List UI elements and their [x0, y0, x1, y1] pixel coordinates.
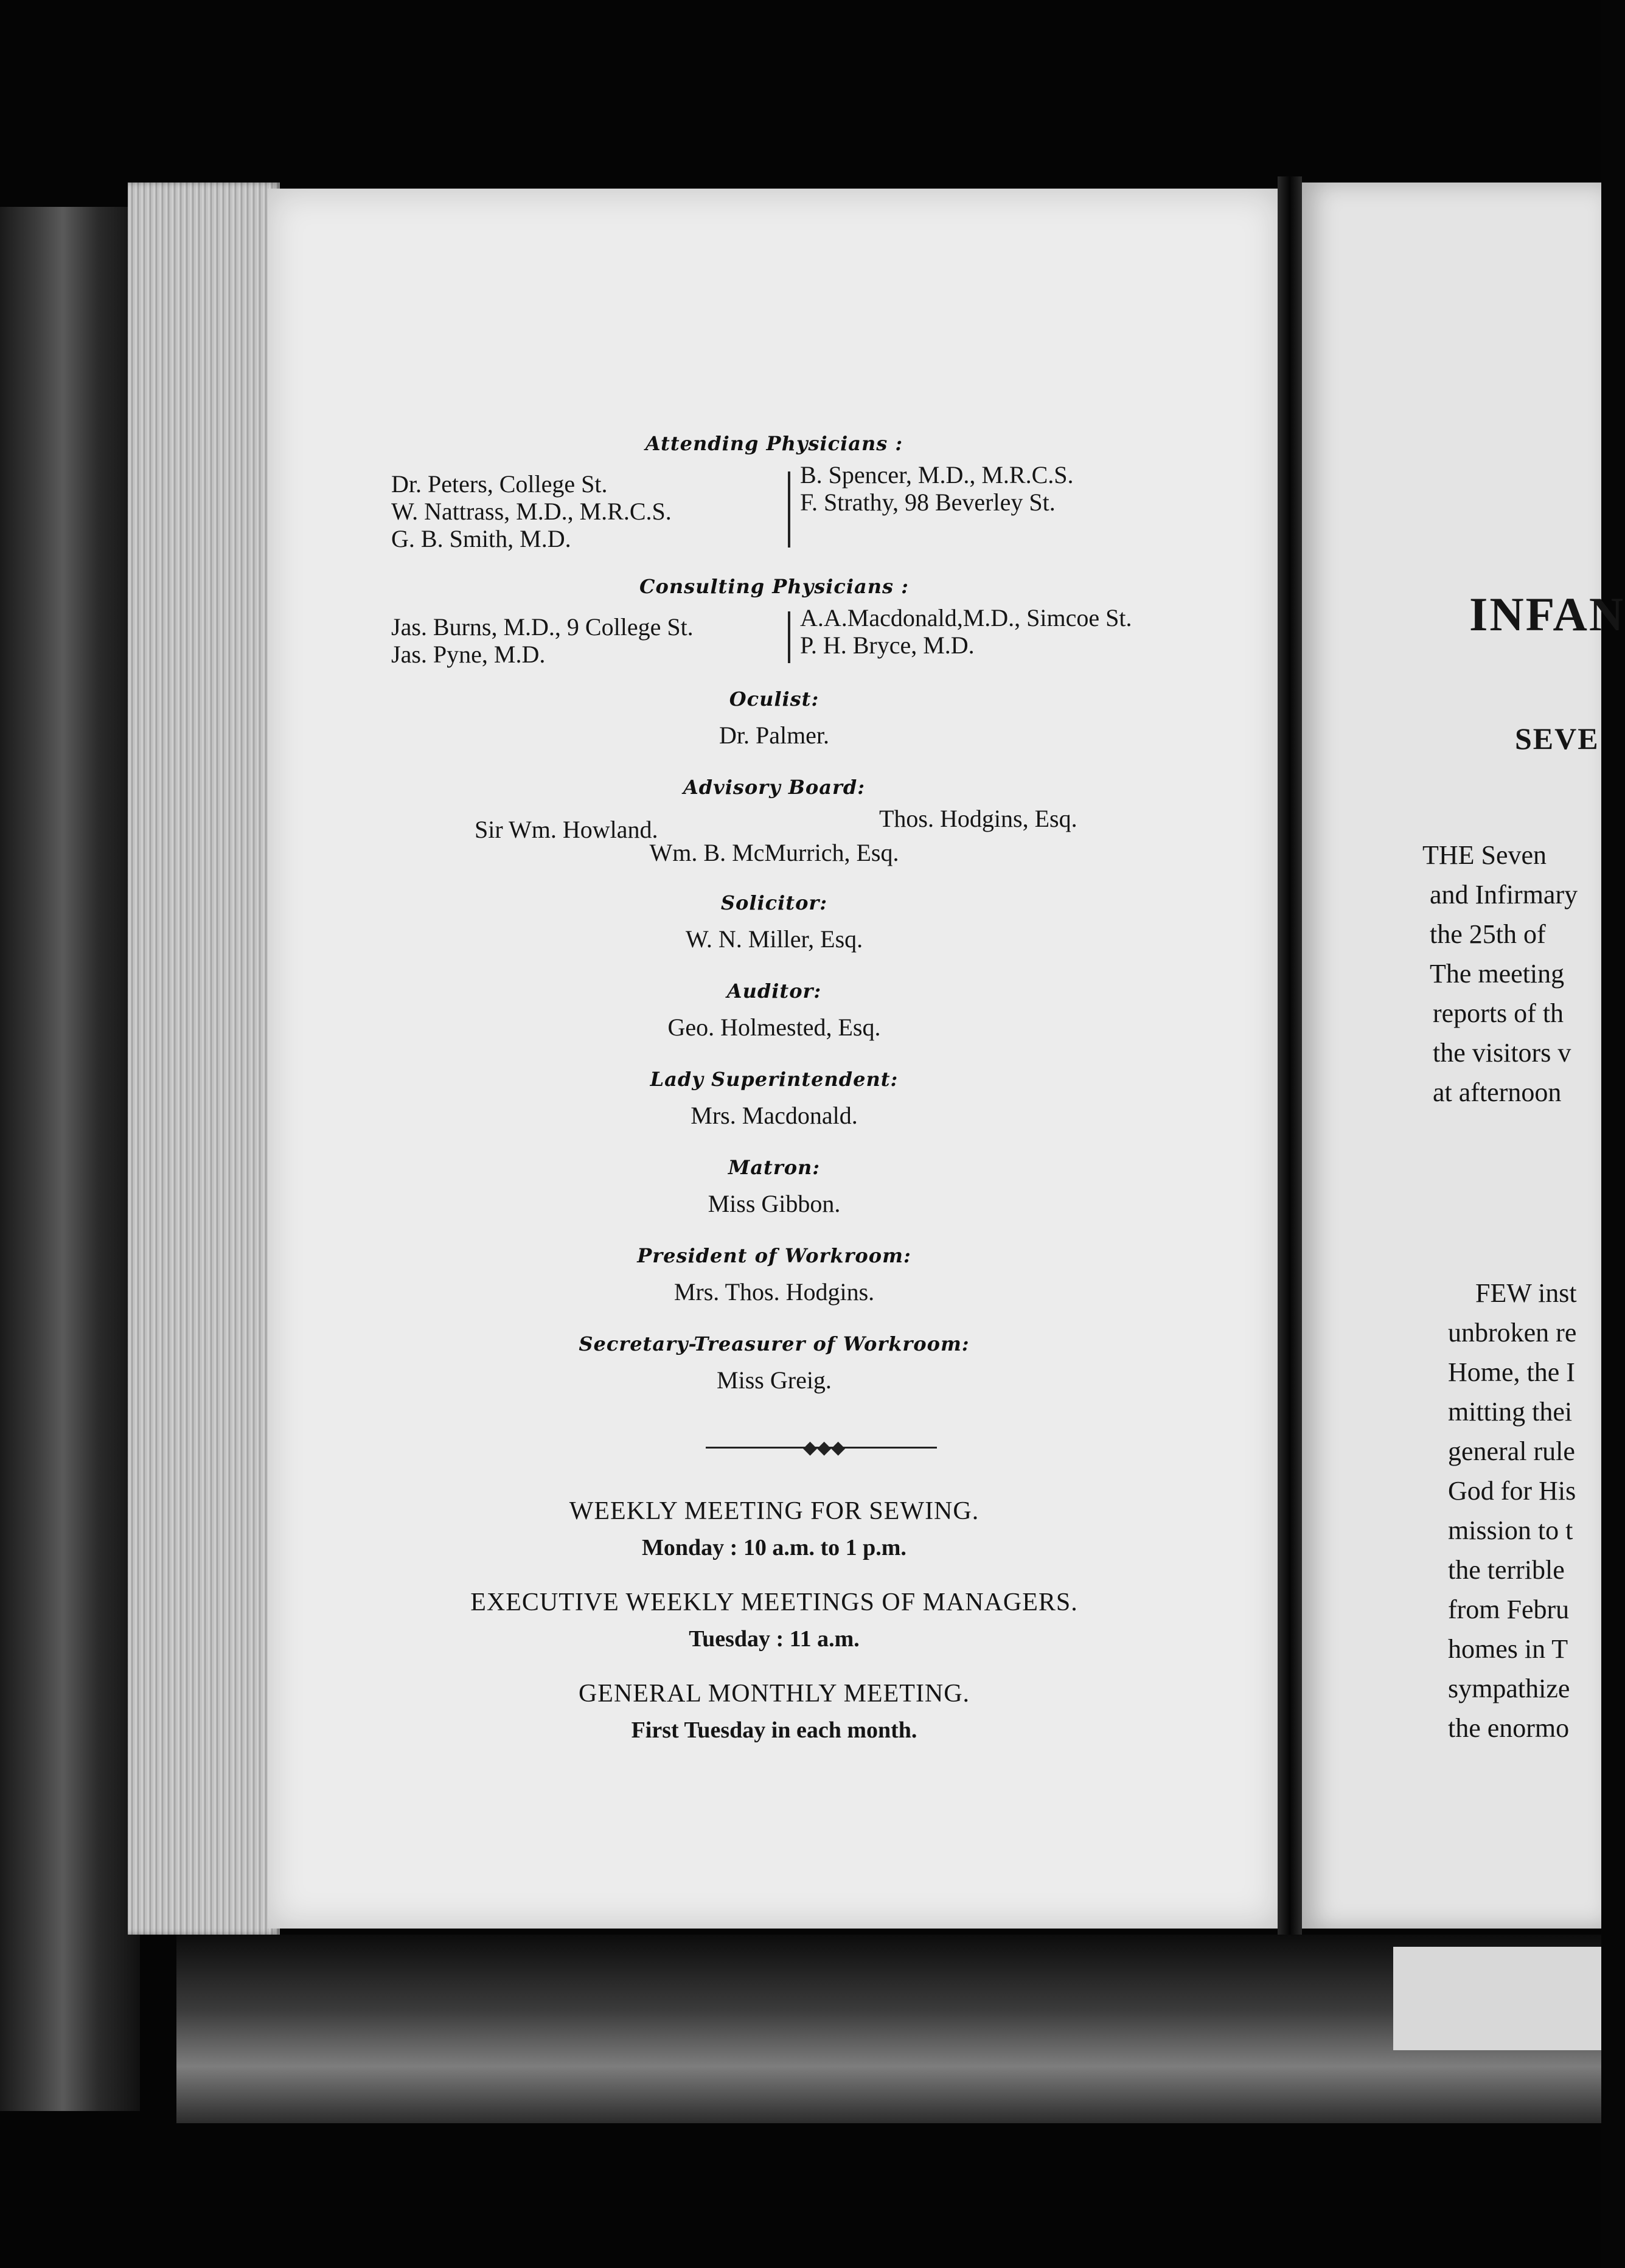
right-page: [1302, 183, 1625, 1929]
weekly-meeting-title: WEEKLY MEETING FOR SEWING.: [569, 1497, 980, 1525]
advisory-board-heading: Advisory Board:: [683, 776, 866, 799]
lady-superintendent-name: Mrs. Macdonald.: [691, 1102, 858, 1129]
left-page-content: [268, 189, 1281, 1929]
right-para2-line: general rule: [1448, 1436, 1575, 1466]
right-para2-line: sympathize: [1448, 1674, 1570, 1703]
page-stack-edges: [128, 183, 280, 1935]
oculist-heading: Oculist:: [729, 687, 819, 711]
right-para2-line: from Febru: [1448, 1595, 1570, 1624]
secretary-treasurer-heading: Secretary-Treasurer of Workroom:: [579, 1332, 970, 1355]
right-para1-line: the 25th of: [1430, 919, 1546, 949]
consulting-right-name: P. H. Bryce, M.D.: [800, 631, 975, 659]
right-para1-line: reports of th: [1433, 998, 1564, 1028]
executive-meeting-title: EXECUTIVE WEEKLY MEETINGS OF MANAGERS.: [470, 1588, 1078, 1616]
right-page-subtitle: SEVE: [1515, 722, 1599, 756]
president-workroom-name: Mrs. Thos. Hodgins.: [673, 1278, 875, 1306]
book-cover-edge: [0, 207, 140, 2111]
right-para1-line: at afternoon: [1433, 1077, 1562, 1107]
right-para2-line: Home, the I: [1448, 1357, 1575, 1387]
monthly-meeting-title: GENERAL MONTHLY MEETING.: [578, 1680, 970, 1708]
consulting-right-name: A.A.Macdonald,M.D., Simcoe St.: [800, 604, 1132, 631]
lady-superintendent-heading: Lady Superintendent:: [650, 1068, 899, 1091]
right-para2-line: homes in T: [1448, 1634, 1568, 1664]
president-workroom-heading: President of Workroom:: [637, 1244, 911, 1267]
right-para2-line: the terrible: [1448, 1555, 1565, 1585]
right-para1-line: the visitors v: [1433, 1038, 1571, 1068]
oculist-name: Dr. Palmer.: [719, 722, 830, 749]
book-gutter: [1278, 176, 1302, 1941]
auditor-heading: Auditor:: [726, 979, 822, 1003]
attending-physicians-heading: Attending Physicians :: [645, 432, 903, 455]
right-para2-line: mission to t: [1448, 1515, 1573, 1545]
monthly-meeting-time: First Tuesday in each month.: [631, 1717, 917, 1743]
right-para2-line: the enormo: [1448, 1713, 1570, 1743]
ornament-glyph: ◆◆◆: [803, 1438, 846, 1458]
attending-right-name: B. Spencer, M.D., M.R.C.S.: [800, 461, 1074, 489]
book-bottom-edge: [176, 1935, 1601, 2123]
attending-right-name: F. Strathy, 98 Beverley St.: [800, 489, 1056, 516]
matron-heading: Matron:: [728, 1156, 821, 1179]
matron-name: Miss Gibbon.: [708, 1190, 841, 1217]
consulting-physicians-heading: Consulting Physicians :: [639, 575, 909, 598]
right-para2-line: FEW inst: [1475, 1278, 1577, 1308]
attending-column-divider: [788, 471, 790, 548]
executive-meeting-time: Tuesday : 11 a.m.: [689, 1626, 860, 1652]
attending-left-name: G. B. Smith, M.D.: [391, 525, 571, 552]
right-para1-line: and Infirmary: [1430, 880, 1578, 910]
right-para2-line: mitting thei: [1448, 1397, 1573, 1427]
consulting-left-name: Jas. Burns, M.D., 9 College St.: [391, 613, 694, 641]
auditor-name: Geo. Holmested, Esq.: [667, 1014, 881, 1041]
attending-left-name: W. Nattrass, M.D., M.R.C.S.: [391, 498, 672, 525]
solicitor-heading: Solicitor:: [720, 891, 828, 914]
weekly-meeting-time: Monday : 10 a.m. to 1 p.m.: [642, 1535, 906, 1560]
right-para2-line: God for His: [1448, 1476, 1576, 1506]
solicitor-name: W. N. Miller, Esq.: [685, 925, 863, 953]
advisory-member-right: Thos. Hodgins, Esq.: [879, 805, 1077, 832]
bottom-paper-edge: [1393, 1947, 1601, 2050]
consulting-column-divider: [788, 611, 790, 663]
secretary-treasurer-name: Miss Greig.: [717, 1366, 832, 1394]
attending-left-name: Dr. Peters, College St.: [391, 470, 608, 498]
consulting-left-name: Jas. Pyne, M.D.: [391, 641, 546, 668]
right-para2-line: unbroken re: [1448, 1318, 1577, 1348]
advisory-member-left: Sir Wm. Howland.: [475, 816, 658, 843]
right-para1-line: THE Seven: [1422, 840, 1547, 870]
right-page-title: INFAN: [1469, 588, 1625, 641]
right-para1-line: The meeting: [1430, 959, 1565, 989]
advisory-member-center: Wm. B. McMurrich, Esq.: [649, 839, 899, 866]
